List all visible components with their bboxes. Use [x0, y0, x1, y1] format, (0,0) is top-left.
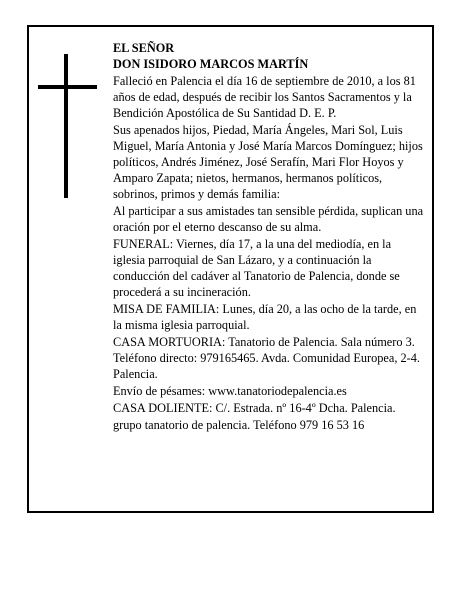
- obituary-text: [113, 40, 425, 434]
- cross-horizontal-bar: [38, 85, 97, 89]
- family-list: Sus apenados hijos, Piedad, María Ángeles, Mari Sol, Luis Miguel, María Antonia y José María Marcos Domínguez; hijos políticos, Andrés Jiménez, José Serafín, Mari Flor Hoyos y Amparo Zapata; nietos, hermanos, hermanos políticos, sobrinos, primos y demás familia:: [113, 123, 423, 201]
- funeral-home-contact: grupo tanatorio de palencia. Teléfono 979 16 53 16: [113, 418, 365, 432]
- deceased-name: DON ISIDORO MARCOS MARTÍN: [113, 57, 309, 71]
- deceased-title: EL SEÑOR: [113, 41, 175, 55]
- mortuary-info: CASA MORTUORIA: Tanatorio de Palencia. Sala número 3. Teléfono directo: 979165465. Avda. Comunidad Europea, 2-4. Palencia.: [113, 335, 420, 381]
- funeral-info: FUNERAL: Viernes, día 17, a la una del mediodía, en la iglesia parroquial de San Lázaro, y a continuación la conducción del cadáver al Tanatorio de Palencia, donde se procederá a su incineración.: [113, 237, 400, 299]
- death-announcement: Falleció en Palencia el día 16 de septiembre de 2010, a los 81 años de edad, después de recibir los Santos Sacramentos y la Bendición Apostólica de Su Santidad D. E. P.: [113, 74, 416, 120]
- grieving-home-info: CASA DOLIENTE: C/. Estrada. nº 16-4º Dcha. Palencia.: [113, 401, 396, 415]
- prayer-request: Al participar a sus amistades tan sensible pérdida, suplican una oración por el eterno descanso de su alma.: [113, 204, 424, 234]
- condolences-info: Envío de pésames: www.tanatoriodepalencia.es: [113, 384, 347, 398]
- family-mass-info: MISA DE FAMILIA: Lunes, día 20, a las ocho de la tarde, en la misma iglesia parroquial.: [113, 302, 417, 332]
- cross-vertical-bar: [64, 54, 68, 198]
